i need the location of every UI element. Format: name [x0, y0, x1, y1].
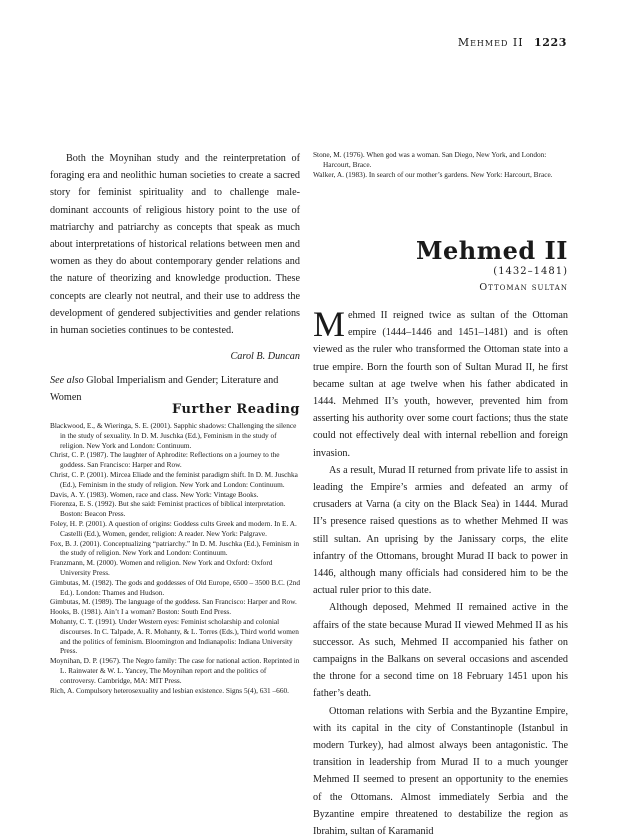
entry-paragraph: As a result, Murad II returned from private life to assist in leading the Empire’s armies and defeated an army of crusaders at Varna (a city on the Black Sea) in 1444. Murad II’s presence raised questions as to whether Mehmed II was still sultan. An uprising by the Janissary corps, the elite infantry of the Ottomans, brought Murad II back to power in 1446, although many officials had considered him to be the actual ruler prior to this date. — [313, 464, 568, 597]
left-column — [50, 150, 300, 407]
reference-item: Foley, H. P. (2001). A question of origins: Goddess cults Greek and modern. In E. A. Castelli (Ed.), Women, gender, religion: A reader. New York: Palgrave. — [50, 518, 297, 538]
entry-paragraph-text: ehmed II reigned twice as sultan of the Ottoman empire (1444–1446 and 1451–1481) and is often viewed as the ruler who transformed the Ottoman state into a true empire. Born the fourth son of Sultan Murad II, he first became sultan at age twelve when his father abdicated in 1444. Mehmed II’s youth, however, prevented him from asserting his authority over some court factions; thus the state could not effectively deal with internal rebellion and foreign invasion. — [313, 310, 568, 459]
reference-item: Mohanty, C. T. (1991). Under Western eyes: Feminist scholarship and colonial discourses. In C. Talpade, A. R. Mohanty, & L. Torres (Eds.), Third world women and the politics of feminism. Bloomington and Indianapolis: Indiana University Press. — [50, 616, 299, 656]
author-signature: Carol B. Duncan — [230, 351, 300, 363]
reference-list-right — [313, 150, 568, 179]
entry-title: Mehmed II — [415, 236, 568, 265]
entry-paragraph — [313, 304, 568, 462]
running-title: Mehmed II — [457, 36, 524, 49]
reference-item: Gimbutas, M. (1982). The gods and goddesses of Old Europe, 6500 – 3500 B.C. (2nd Ed.). London: Thames and Hudson. — [50, 577, 300, 597]
see-also-links: Global Imperialism and Gender; Literature and Women — [50, 375, 279, 404]
reference-list-left — [50, 421, 300, 695]
reference-item: Christ, C. P. (2001). Mircea Eliade and the feminist paradigm shift. In D. M. Juschka (Ed.), Feminism in the study of religion. New York and London: Continuum. — [50, 469, 298, 489]
entry-paragraph: Although deposed, Mehmed II remained active in the affairs of the state because Murad II viewed Mehmed II as his successor. As such, Mehmed II accompanied his father on campaigns in the Balkans on several occasions and ascended the throne for a second time on 18 February 1451 upon his father’s death. — [313, 602, 568, 700]
reference-item: Rich, A. Compulsory heterosexuality and lesbian existence. Signs 5(4), 631 –660. — [50, 685, 289, 695]
reference-item: Christ, C. P. (1987). The laughter of Aphrodite: Reflections on a journey to the goddess. San Francisco: Harper and Row. — [50, 450, 280, 470]
entry-paragraph: Ottoman relations with Serbia and the Byzantine Empire, with its capital in the city of Constantinople (Istanbul in modern Turkey), had almost always been antagonistic. The transition in leadership from Murad II to a much younger Mehmed II seemed to present an opportunity to the enemies of the Ottomans. Almost immediately Serbia and the Byzantine empire threatened to destabilize the region as Ibrahim, sultan of Karamanid — [313, 705, 568, 838]
drop-cap: M — [313, 304, 346, 344]
reference-item: Stone, M. (1976). When god was a woman. San Diego, New York, and London: Harcourt, Brace. — [313, 150, 547, 169]
entry-body — [313, 304, 568, 840]
reference-item: Davis, A. Y. (1983). Women, race and class. New York: Vintage Books. — [50, 489, 259, 499]
running-header — [458, 36, 567, 49]
entry-dates: (1432–1481) — [493, 266, 568, 277]
reference-item: Walker, A. (1983). In search of our mother’s gardens. New York: Harcourt, Brace. — [313, 169, 553, 179]
page-number: 1223 — [533, 36, 567, 49]
reference-item: Moynihan, D. P. (1967). The Negro family: The case for national action. Reprinted in L. Rainwater & W. L. Yancey, The Moynihan report and the politics of controversy. Cambridge, MA: MIT Press. — [50, 656, 300, 685]
see-also-label: See also — [50, 375, 84, 387]
closing-paragraph: Both the Moynihan study and the reinterpretation of foraging era and neolithic human societies to create a sacred story for feminist spirituality and to challenge male-dominant accounts of religious history point to the use of matriarchy and patriarchy as concepts that speak as much about interpretations of historical relations between men and women as they do about contemporary gender relations and the nature of theorizing and knowledge production. These concepts are clearly not neutral, and their use to address the development of gendered subjectivities and gender relations in human societies continues to be contested. — [50, 153, 300, 337]
entry-role: Ottoman sultan — [479, 282, 568, 293]
reference-item: Fox, B. J. (2001). Conceptualizing “patriarchy.” In D. M. Juschka (Ed.), Feminism in the study of religion. New York and London: Continuum. — [50, 538, 299, 558]
reference-item: Fiorenza, E. S. (1992). But she said: Feminist practices of biblical interpretation. Boston: Beacon Press. — [50, 499, 286, 519]
reference-item: Franzmann, M. (2000). Women and religion. New York and Oxford: Oxford University Press. — [50, 558, 273, 577]
reference-item: Gimbutas, M. (1989). The language of the goddess. San Francisco: Harper and Row. — [50, 597, 297, 607]
reference-item: Hooks, B. (1981). Ain’t I a woman? Boston: South End Press. — [50, 607, 232, 617]
further-reading-heading: Further Reading — [172, 402, 300, 417]
reference-item: Blackwood, E., & Wieringa, S. E. (2001). Sapphic shadows: Challenging the silence in the study of sexuality. In D. M. Juschka (Ed.), Feminism in the study of religion. New York and London: Continuum. — [50, 421, 297, 450]
